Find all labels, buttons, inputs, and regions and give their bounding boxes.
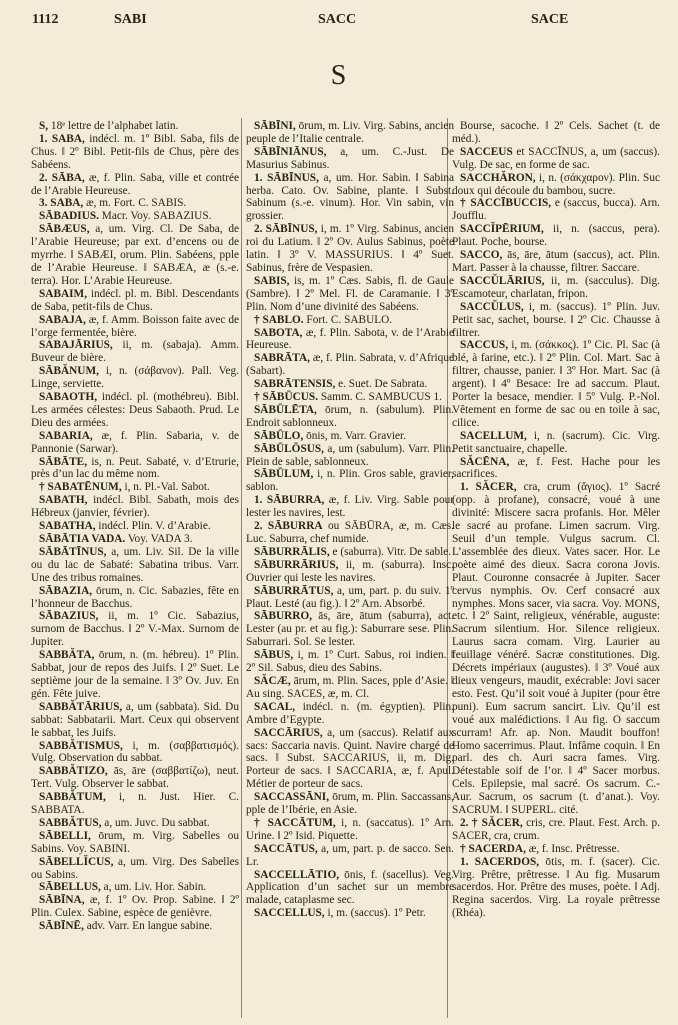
entry-headword: 2. † SĂCER, — [460, 816, 523, 829]
entry-headword: SABATH, — [39, 494, 88, 507]
entry-headword: SĀBĪNIĀNUS, — [254, 145, 327, 158]
entry-headword: 2. SĀBA, — [39, 171, 85, 184]
entry-headword: SĂCĒNA, — [460, 455, 510, 468]
dictionary-entry — [31, 740, 239, 766]
entry-headword: SABATHA, — [39, 520, 96, 533]
entry-definition: indécl. m. 1º Bibl. Saba, fils de Chus. ‖ 2º Bibl. Petit-fils de Chus, père des Sabéens. — [31, 132, 239, 171]
dictionary-entry — [452, 430, 660, 456]
dictionary-entry — [31, 894, 239, 920]
entry-definition: æ, m. Fort. C. SABIS. — [83, 197, 187, 210]
entry-headword: 1. SABA, — [39, 132, 85, 145]
entry-definition: ās, āre (σαββατίζω), neut. Tert. Vulg. Observer le sabbat. — [31, 765, 239, 791]
column-1 — [31, 120, 239, 933]
dictionary-entry — [246, 675, 454, 701]
entry-definition: a, um. Virg. Des Sabelles ou Sabins. — [31, 855, 239, 881]
entry-definition: a, um, part. p. de sacco. Sen. Lr. — [246, 842, 454, 868]
entry-headword: SABOTA, — [254, 326, 303, 339]
entry-headword: 1. SĀBĪNUS, — [254, 171, 319, 184]
entry-headword: 1. SĂCER, — [460, 481, 517, 494]
entry-headword: 1. SĀBURRA, — [254, 494, 325, 507]
dictionary-entry — [31, 856, 239, 882]
entry-definition: ōrum, n. (sabulum). Plin. Endroit sablonneux. — [246, 403, 454, 429]
dictionary-entry — [246, 443, 454, 469]
entry-headword: SĂCÆ, — [254, 674, 291, 687]
entry-definition: æ, f. Insc. Prêtresse. — [525, 842, 620, 855]
entry-headword: SACCEUS — [460, 145, 513, 158]
entry-definition: a, um (sabulum). Varr. Plin. Plein de sable, sablonneux. — [246, 442, 454, 468]
entry-definition: ōrum, m. Virg. Sabelles ou Sabins. Voy. SABINI. — [31, 829, 239, 855]
entry-definition: ōnis, f. (sacellus). Veg. Application d’un sachet sur un membre malade, cataplasme sec. — [246, 868, 454, 907]
entry-headword: 3. SABA, — [39, 197, 84, 210]
entry-headword: SĀBĀTIA VADA. — [39, 533, 126, 545]
dictionary-entry — [452, 197, 660, 223]
entry-definition: indécl. n. (m. égyptien). Plin. Ambre d’Egypte. — [246, 700, 454, 726]
entry-headword: SĀBÆUS, — [39, 223, 90, 236]
entry-definition: æ, f. Amm. Boisson faite avec de l’orge fermentée, bière. — [31, 313, 239, 339]
entry-definition: et SACCĪNUS, a, um (saccus). Vulg. De sac, en forme de sac. — [452, 145, 660, 171]
entry-headword: SĀBAZIA, — [39, 584, 93, 597]
entry-definition: æ, f. Plin. Sabaria, v. de Pannonie (Sarwar). — [31, 429, 239, 455]
dictionary-entry — [246, 404, 454, 430]
dictionary-entry — [246, 610, 454, 649]
dictionary-entry — [31, 494, 239, 520]
dictionary-entry — [452, 301, 660, 340]
running-header — [0, 10, 678, 30]
dictionary-entry — [246, 585, 454, 611]
entry-definition: æ, f. Plin. Sabrata, v. d’Afrique (Sabart). — [246, 352, 454, 378]
entry-definition: indécl. Bibl. Sabath, mois des Hébreux (janvier, février). — [31, 494, 239, 520]
entry-definition: ii, m. (saburra). Insc. Ouvrier qui leste les navires. — [246, 558, 454, 584]
entry-headword: SACCHĂRON, — [460, 171, 536, 184]
entry-definition: a, um. Liv. Sil. De la ville ou du lac de Sabaté: Sabatina tribus. Varr. Une des tribus romaines. — [31, 545, 239, 584]
dictionary-entry — [31, 520, 239, 533]
dictionary-entry — [31, 172, 239, 198]
dictionary-entry — [246, 649, 454, 675]
dictionary-entry — [246, 546, 454, 559]
dictionary-entry — [246, 146, 454, 172]
dictionary-entry — [31, 817, 239, 830]
dictionary-entry — [31, 456, 239, 482]
entry-definition: Macr. Voy. SABAZIUS. — [98, 210, 212, 223]
entry-definition: e (saccus, bucca). Arn. Joufflu. — [452, 197, 661, 223]
entry-definition: Samm. C. SAMBUCUS 1. — [318, 391, 443, 404]
entry-definition: ōrum, n. (m. hébreu). 1º Plin. Sabbat, jour de repos des Juifs. ‖ 2º Suet. Le septième jour de la semaine. ‖ 3º Ov. Juv. En gén. Fête juive. — [31, 649, 239, 700]
entry-definition: i, n. Plin. Gros sable, gravier, sablon. — [246, 468, 454, 494]
dictionary-entry — [452, 481, 660, 817]
entry-definition: i, m. 1º Curt. Sabus, roi indien. ‖ 2º Sil. Sabus, dieu des Sabins. — [246, 649, 454, 675]
entry-headword: SĀBURRĀTUS, — [254, 584, 334, 597]
entry-headword: SABAJĀRIUS, — [39, 339, 113, 352]
entry-headword: 1. SACERDOS, — [460, 855, 540, 868]
dictionary-entry — [31, 920, 239, 933]
dictionary-entry — [246, 327, 454, 353]
column-rule — [241, 118, 242, 1018]
entry-headword: † SACCĪBUCCIS, — [460, 197, 552, 210]
entry-definition: i, n. Pl.-Val. Sabot. — [121, 481, 210, 494]
entry-definition: ās, āre, ātum (saburra), act. Lester (au pr. et au fig.): Saburrare sese. Plin. Saburrari. Sol. Se lester. — [246, 610, 454, 649]
entry-headword: SABAIM, — [39, 287, 88, 300]
dictionary-entry — [246, 843, 454, 869]
dictionary-entry — [246, 727, 454, 792]
entry-headword: SACCO, — [460, 249, 503, 262]
entry-headword: SABBĂTUM, — [39, 791, 106, 804]
entry-definition: a, um. Virg. Cl. De Saba, de l’Arabie Heureuse; par ext. d’encens ou de myrrhe. ‖ SABÆI, orum. Plin. Sabéens, pple de l’Arabie Heureuse. ‖ SABÆA, æ (s.-e. terra). Hor. L’Arabie Heureuse. — [31, 223, 239, 287]
entry-headword: SACCŬLUS, — [460, 300, 524, 313]
entry-headword: SABAOTH, — [39, 391, 98, 404]
dictionary-entry — [31, 430, 239, 456]
dictionary-entry — [246, 907, 454, 920]
dictionary-entry — [452, 146, 660, 172]
entry-definition: æ, f. Liv. Virg. Sable pour lester les navires, lest. — [246, 494, 455, 520]
dictionary-entry — [246, 314, 454, 327]
dictionary-entry — [31, 585, 239, 611]
entry-definition: is, n. Peut. Sabaté, v. d’Etrurie, près d’un lac du même nom. — [31, 455, 239, 481]
entry-definition: cris, cre. Plaut. Fest. Arch. p. SACER, cra, crum. — [452, 816, 661, 842]
dictionary-entry — [246, 223, 454, 275]
entry-definition: e (saburra). Vitr. De sable. — [329, 545, 452, 558]
dictionary-entry — [452, 843, 660, 856]
dictionary-entry — [31, 533, 239, 546]
dictionary-entry — [31, 391, 239, 430]
entry-headword: SĀBUS, — [254, 649, 294, 662]
dictionary-entry — [31, 288, 239, 314]
entry-headword: 2. SĀBURRA — [254, 520, 323, 533]
dictionary-entry — [31, 365, 239, 391]
guide-word-right: SACE — [531, 12, 569, 27]
entry-headword: † SACCĀTUM, — [254, 816, 336, 829]
entry-definition: i, n. (sacrum). Cic. Virg. Petit sanctuaire, chapelle. — [452, 429, 660, 455]
entry-headword: SĀBURRĀRIUS, — [254, 558, 339, 571]
entry-headword: SĀBĪNA, — [39, 894, 85, 907]
entry-definition: ii, m. (sabaja). Amm. Buveur de bière. — [31, 339, 239, 365]
entry-headword: SACCELLUS, — [254, 907, 325, 920]
entry-headword: SĀBĂNUM, — [39, 365, 99, 378]
entry-headword: SABARIA, — [39, 429, 93, 442]
entry-headword: SĀBŪLO, — [254, 429, 304, 442]
entry-definition: adv. Varr. En langue sabine. — [83, 920, 213, 933]
dictionary-entry — [246, 430, 454, 443]
dictionary-entry — [246, 494, 454, 520]
entry-headword: SĀBAZIUS, — [39, 610, 99, 623]
dictionary-entry — [452, 456, 660, 482]
entry-definition: ōrum, m. Liv. Virg. Sabins, ancien peuple de l’Italie centrale. — [246, 120, 454, 145]
entry-definition: cra, crum (ἅγιος). 1º Sacré (opp. à profane), consacré, voué à une divinité: Miscere sacra profanis. Hor. Mêler le sacré au profane. Limen sacrum. Virg. Seuil d’un temple. Vulgus sacrum. Cl. L’assemblée des dieux. Vates sacer. Hor. Le poète aimé des dieux. Sacra corona Jovis. Plaut. Couronne consacrée à Jupiter. Sacer cervus nymphis. Ov. Cerf consacré aux nymphes. Mons sacer, via sacra. Voy. MONS, etc. ‖ 2º Saint, religieux, vénérable, auguste: Sacrum silentium. Hor. Silence religieux. Laurus sacra comam. Virg. Laurier au feuillage vénéré. Sacræ constitutiones. Dig. Décrets impériaux (augustes). ‖ 3º Voué aux dieux vengeurs, maudit, exécrable: Jovi sacer esto. Fest. Qu’il soit voué à Jupiter (pour être puni). Eum sacrum sancirt. Liv. Qu’il est voué aux malédictions. ‖ Au fig. O saccum scurram! Afr. ap. Non. Maudit bouffon! Homo sacerrimus. Plaut. Infâme coquin. ‖ En parl. des ch. Auri sacra fames. Virg. Détestable soif de l’or. ‖ 4º Sacer morbus. Cels. Epilepsie, mal sacré. Os sacrum. C.-Aur. Sacrum, os sacrum (t. d’anat.). Voy. SACRUM. ‖ SUPERL. cité. — [452, 481, 660, 817]
entry-definition: 18ᵉ lettre de l’alphabet latin. — [48, 120, 179, 132]
entry-definition: i, m. 1º Virg. Sabinus, ancien roi du Latium. ‖ 2º Ov. Aulus Sabinus, poète latin. ‖ 3º V. MASSURIUS. ‖ 4º Suet. Sabinus, frère de Vespasien. — [246, 223, 454, 274]
dictionary-entry — [31, 881, 239, 894]
dictionary-entry — [452, 249, 660, 275]
guide-word-left: SABI — [114, 12, 147, 27]
dictionary-entry — [31, 120, 239, 133]
entry-headword: SACCŬLĀRIUS, — [460, 274, 545, 287]
entry-headword: SĀBŪLUM, — [254, 468, 314, 481]
entry-definition: ii, m. 1º Cic. Sabazius, surnom de Bacchus. ‖ 2º V.-Max. Surnom de Jupiter. — [31, 610, 239, 649]
entry-definition: æ, f. 1º Ov. Prop. Sabine. ‖ 2º Plin. Culex. Sabine, espèce de genièvre. — [31, 894, 239, 920]
column-3 — [452, 120, 660, 920]
dictionary-entry — [31, 765, 239, 791]
entry-definition: æ, f. Plin. Sabota, v. de l’Arabie Heureuse. — [246, 326, 454, 352]
entry-definition: Fort. C. SABULO. — [303, 313, 393, 326]
entry-definition: a, um (sabbata). Sid. Du sabbat: Sabbatarii. Mart. Ceux qui observent le sabbat, les Juifs. — [31, 700, 239, 739]
entry-definition: i, m. (saccus). 1º Petr. — [324, 907, 426, 920]
entry-definition: is, m. 1º Cæs. Sabis, fl. de Gaule (Sambre). ‖ 2º Mel. Fl. de Caramanie. ‖ 3º Plin. Nom d’une divinité des Sabéens. — [246, 274, 454, 313]
entry-definition: ii, n. (saccus, pera). Plaut. Poche, bourse. — [452, 223, 660, 249]
entry-definition: a, um. Liv. Hor. Sabin. — [100, 881, 207, 894]
entry-headword: SACELLUM, — [460, 429, 527, 442]
entry-headword: SĀBURRĀLIS, — [254, 545, 330, 558]
entry-headword: † SĀBŪCUS. — [254, 391, 319, 404]
dictionary-entry — [31, 197, 239, 210]
entry-headword: SABRĀTENSIS, — [254, 378, 336, 391]
dictionary-entry — [452, 817, 660, 843]
entry-definition: i, n. (σάκχαρον). Plin. Suc doux qui découle du bambou, sucre. — [452, 171, 660, 197]
entry-definition: æ, f. Plin. Saba, ville et contrée de l’Arabie Heureuse. — [31, 171, 239, 197]
entry-definition: indécl. Plin. V. d’Arabie. — [95, 520, 211, 533]
entry-headword: SĀBADIUS. — [39, 210, 99, 223]
entry-definition: indécl. pl. (mothébreu). Bibl. Les armées célestes: Deus Sabaoth. Prud. Le Dieu des armées. — [31, 391, 239, 429]
entry-headword: SĀBURRO, — [254, 610, 313, 623]
dictionary-entry — [31, 133, 239, 172]
entry-definition: ōnis, m. Varr. Gravier. — [303, 429, 406, 442]
dictionary-entry — [31, 210, 239, 223]
entry-headword: SACCUS, — [460, 339, 509, 352]
entry-headword: SACCASSĀNI, — [254, 791, 330, 804]
entry-definition: ōrum, n. Cic. Sabazies, fête en l’honneur de Bacchus. — [31, 584, 239, 610]
entry-headword: SABBĂTA, — [39, 649, 95, 662]
entry-definition: indécl. pl. m. Bibl. Descendants de Saba, petit-fils de Chus. — [31, 287, 239, 313]
dictionary-entry — [452, 223, 660, 249]
entry-definition: Bourse, sacoche. ‖ 2º Cels. Sachet (t. de méd.). — [452, 120, 660, 145]
entry-definition: ārum, m. Plin. Saces, pple d’Asie. ‖ Au sing. SACES, æ, m. Cl. — [246, 674, 454, 700]
entry-headword: † SABLO. — [254, 313, 304, 326]
dictionary-entry — [31, 791, 239, 817]
entry-headword: † SABATĒNUM, — [39, 481, 122, 494]
page-number: 1112 — [32, 12, 59, 27]
dictionary-entry — [31, 481, 239, 494]
entry-headword: SABIS, — [254, 274, 290, 287]
dictionary-entry — [246, 559, 454, 585]
dictionary-entry — [246, 120, 454, 146]
entry-definition: æ, f. Fest. Hache pour les sacrifices. — [452, 455, 660, 481]
dictionary-entry — [246, 468, 454, 494]
entry-definition: a, um. Juvc. Du sabbat. — [101, 816, 210, 829]
entry-headword: SABRĀTA, — [254, 352, 310, 365]
entry-headword: SABBĂTUS, — [39, 816, 102, 829]
dictionary-entry — [31, 830, 239, 856]
dictionary-entry — [246, 791, 454, 817]
entry-headword: SACCĬPĒRIUM, — [460, 223, 544, 236]
entry-headword: SABBĂTISMUS, — [39, 739, 123, 752]
entry-definition: ii, m. (sacculus). Dig. Escamoteur, charlatan, fripon. — [452, 274, 660, 300]
entry-definition: ās, āre, ātum (saccus), act. Plin. Mart. Passer à la chausse, filtrer. Saccare. — [452, 249, 660, 274]
entry-headword: SĀBĪNĒ, — [39, 920, 84, 933]
entry-headword: SĀBELLI, — [39, 829, 91, 842]
dictionary-entry — [31, 610, 239, 649]
dictionary-entry — [246, 817, 454, 843]
entry-definition: ou SĀBŪRA, æ, m. Cæs. Luc. Saburra, chef numide. — [246, 520, 454, 545]
entry-definition: a, um. C.-Just. De Masurius Sabinus. — [246, 145, 454, 171]
dictionary-entry — [452, 856, 660, 921]
entry-headword: SABAJA, — [39, 313, 86, 326]
entry-headword: SĀBĪNI, — [254, 120, 296, 132]
column-2 — [246, 120, 454, 920]
entry-definition: a, um. Hor. Sabin. ‖ Sabina herba. Cato. Ov. Sabine, plante. ‖ Subst. Sabinum (s.-e. vinum). Hor. Vin sabin, vin grossier. — [246, 171, 455, 223]
entry-definition: i, n. (saccatus). 1º Arn. Urine. ‖ 2º Isid. Piquette. — [246, 816, 454, 842]
entry-headword: SABBĂTIZO, — [39, 765, 108, 778]
dictionary-entry — [246, 391, 454, 404]
dictionary-entry — [246, 352, 454, 378]
entry-definition: a, um (saccus). Relatif aux sacs: Saccaria navis. Quint. Navire chargé de sacs. ‖ Subst. SACCARIUS, ii, m. Dig. Porteur de sacs. ‖ SACCARIA, æ, f. Apul. Métier de porteur de sacs. — [246, 726, 454, 791]
dictionary-entry — [246, 172, 454, 224]
dictionary-entry — [31, 339, 239, 365]
dictionary-entry — [452, 339, 660, 429]
dictionary-entry — [31, 546, 239, 585]
entry-definition: ōtis, m. f. (sacer). Cic. Virg. Prêtre, prêtresse. ‖ Au fig. Musarum sacerdos. Hor. Prêtre des muses, poète. ‖ Adj. Regina sacerdos. Virg. La royale prêtresse (Rhéa). — [452, 855, 660, 920]
dictionary-entry — [246, 701, 454, 727]
entry-headword: SĀBĀTE, — [39, 455, 88, 468]
dictionary-entry — [246, 520, 454, 546]
entry-definition: Voy. VADA 3. — [125, 533, 193, 545]
entry-headword: SACAL, — [254, 700, 296, 713]
dictionary-entry — [31, 314, 239, 340]
dictionary-entry — [452, 120, 660, 146]
entry-headword: SĀBELLĬCUS, — [39, 855, 114, 868]
entry-headword: SĀBELLUS, — [39, 881, 101, 894]
entry-definition: a, um, part. p. du suiv. 1º Plaut. Lesté (au fig.). ‖ 2º Arn. Absorbé. — [246, 584, 454, 610]
entry-definition: i, m. (σαββατισμός). Vulg. Observation du sabbat. — [31, 739, 239, 765]
entry-headword: † SACERDA, — [460, 842, 526, 855]
dictionary-entry — [452, 172, 660, 198]
dictionary-entry — [31, 701, 239, 740]
entry-definition: i, n. (σάβανον). Pall. Veg. Linge, serviette. — [31, 365, 239, 391]
dictionary-entry — [246, 378, 454, 391]
entry-definition: e. Suet. De Sabrata. — [335, 378, 428, 391]
entry-definition: i, m. (σάκκος). 1º Cic. Pl. Sac (à blé, à farine, etc.). ‖ 2º Plin. Col. Mart. Sac à filtrer, chausse, panier. ‖ 3º Hor. Mart. Sac (à argent). ‖ 4º Besace: Ire ad saccum. Plaut. Porter la besace, mendier. ‖ 5º Vulg. P.-Nol. Vêtement en forme de sac ou en toile à sac, cilice. — [452, 339, 660, 429]
dictionary-entry — [246, 275, 454, 314]
dictionary-entry — [31, 649, 239, 701]
entry-headword: SACCĀRIUS, — [254, 726, 323, 739]
dictionary-entry — [246, 869, 454, 908]
entry-headword: SĀBĀTĪNUS, — [39, 545, 107, 558]
entry-headword: SABBĂTĀRIUS, — [39, 700, 123, 713]
dictionary-entry — [31, 223, 239, 288]
dictionary-entry — [452, 275, 660, 301]
entry-headword: SĀBŪLĒTA, — [254, 403, 317, 416]
entry-headword: SACCĀTUS, — [254, 842, 318, 855]
entry-definition: i, m. (saccus). 1º Plin. Juv. Petit sac, sachet, bourse. ‖ 2º Cic. Chausse à filtrer. — [452, 300, 660, 339]
guide-word-center: SACC — [318, 12, 357, 27]
entry-headword: 2. SĀBĪNUS, — [254, 223, 318, 236]
entry-headword: SACCELLĀTIO, — [254, 868, 340, 881]
section-letter: S — [330, 60, 348, 91]
entry-definition: ōrum, m. Plin. Saccassans, pple de l’Ibérie, en Asie. — [246, 791, 454, 817]
entry-headword: SĀBŪLŌSUS, — [254, 442, 325, 455]
entry-headword: S, — [39, 120, 49, 132]
entry-definition: i, n. Just. Hier. C. SABBATA. — [31, 791, 239, 817]
